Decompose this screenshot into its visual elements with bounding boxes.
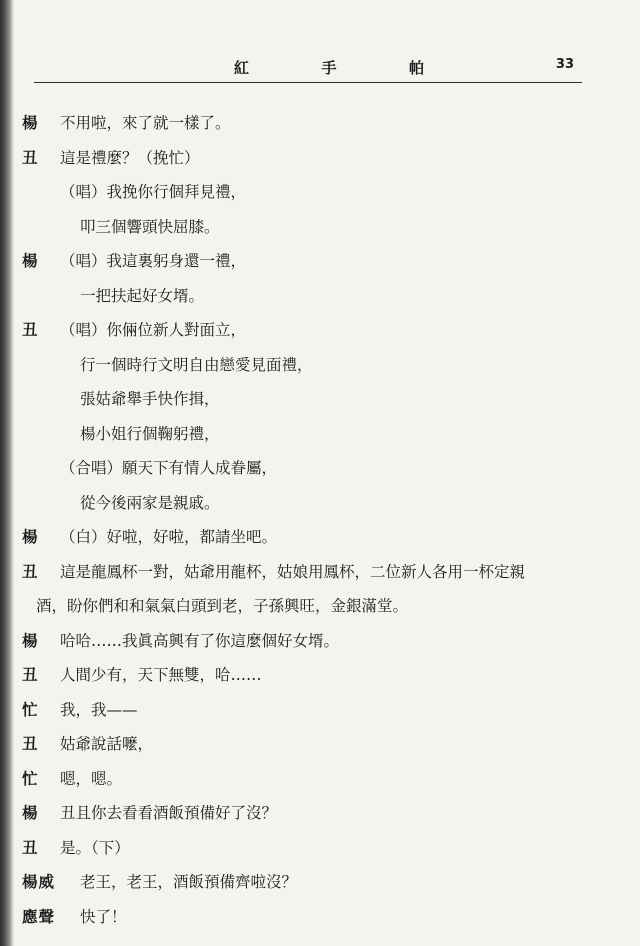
speaker-label: 楊威 [22, 872, 56, 891]
dialogue-text: 老王，老王，酒飯預備齊啦沒？ [80, 873, 298, 891]
script-line [22, 727, 602, 762]
script-line [22, 865, 602, 900]
script-line [22, 624, 602, 659]
script-line [22, 520, 602, 555]
title-char-1: 紅 [234, 59, 250, 77]
script-line [22, 796, 602, 831]
script-line [22, 555, 602, 590]
dialogue-text: 嗯，嗯。 [60, 769, 123, 788]
speaker-label: 楊 [22, 251, 39, 270]
script-line [22, 417, 602, 452]
script-line [22, 141, 602, 176]
dialogue-text: 是。（下） [60, 838, 130, 857]
dialogue-text: 哈哈……我眞高興有了你這麼個好女壻。 [60, 631, 340, 650]
dialogue-text: 行一個時行文明自由戀愛見面禮， [80, 355, 313, 374]
speaker-label: 丑 [22, 561, 39, 581]
page-header [34, 55, 582, 85]
script-line [22, 279, 602, 314]
dialogue-text: 一把扶起好女壻。 [80, 286, 205, 305]
page-number: 33 [555, 57, 574, 72]
dialogue-text: （唱）我挽你行個拜見禮， [60, 183, 247, 201]
script-line [22, 693, 602, 728]
dialogue-text: 酒，盼你們和和氣氣白頭到老，子孫興旺，金銀滿堂。 [36, 597, 409, 615]
dialogue-text: 不用啦，來了就一樣了。 [60, 114, 231, 132]
speaker-label: 丑 [22, 837, 39, 857]
script-line [22, 175, 602, 210]
script-line [22, 348, 602, 383]
script-line [22, 382, 602, 417]
script-line [22, 313, 602, 348]
script-line [22, 900, 602, 935]
speaker-label: 楊 [22, 113, 39, 132]
script-line [22, 244, 602, 279]
dialogue-text: 姑爺說話嚒， [60, 735, 154, 753]
script-line [22, 210, 602, 245]
script-line [22, 451, 602, 486]
dialogue-text: （唱）我這裏躬身還一禮， [60, 252, 247, 270]
speaker-label: 楊 [22, 630, 39, 650]
dialogue-text: 這是龍鳳杯一對，姑爺用龍杯，姑娘用鳳杯，二位新人各用一杯定親 [60, 562, 526, 581]
dialogue-text: 我，我—— [60, 700, 138, 719]
dialogue-text: 丑且你去看看酒飯預備好了沒？ [60, 804, 278, 822]
speaker-label: 丑 [22, 665, 39, 684]
speaker-label: 忙 [22, 699, 39, 719]
speaker-label: 丑 [22, 320, 39, 339]
dialogue-text: （白）好啦，好啦，都請坐吧。 [60, 528, 278, 546]
dialogue-text: 張姑爺舉手快作揖， [80, 390, 220, 408]
script-line [22, 658, 602, 693]
dialogue-text: （唱）你倆位新人對面立， [60, 321, 247, 339]
title-char-2: 手 [321, 59, 337, 77]
dialogue-text: 楊小姐行個鞠躬禮， [80, 424, 220, 443]
script-line [22, 762, 602, 797]
script-line [22, 831, 602, 866]
script-line [22, 486, 602, 521]
script-line [22, 106, 602, 141]
speaker-label: 丑 [22, 734, 39, 753]
dialogue-text: 叩三個響頭快屈膝。 [80, 217, 220, 236]
running-title [234, 57, 424, 78]
header-rule [34, 82, 582, 83]
dialogue-text: 從今後兩家是親戚。 [80, 493, 220, 512]
script-line [22, 589, 602, 624]
speaker-label: 忙 [22, 768, 39, 788]
speaker-label: 應聲 [22, 906, 56, 926]
dialogue-text: （合唱）願天下有情人成眷屬， [60, 459, 278, 477]
speaker-label: 丑 [22, 147, 39, 167]
dialogue-text: 這是禮麼？（挽忙） [60, 148, 200, 167]
script-body [22, 106, 602, 934]
title-char-3: 帕 [408, 59, 424, 77]
speaker-label: 楊 [22, 803, 39, 822]
dialogue-text: 快了！ [80, 907, 127, 926]
dialogue-text: 人間少有，天下無雙，哈…… [60, 666, 262, 684]
page-binding-edge [0, 0, 14, 946]
speaker-label: 楊 [22, 527, 39, 546]
